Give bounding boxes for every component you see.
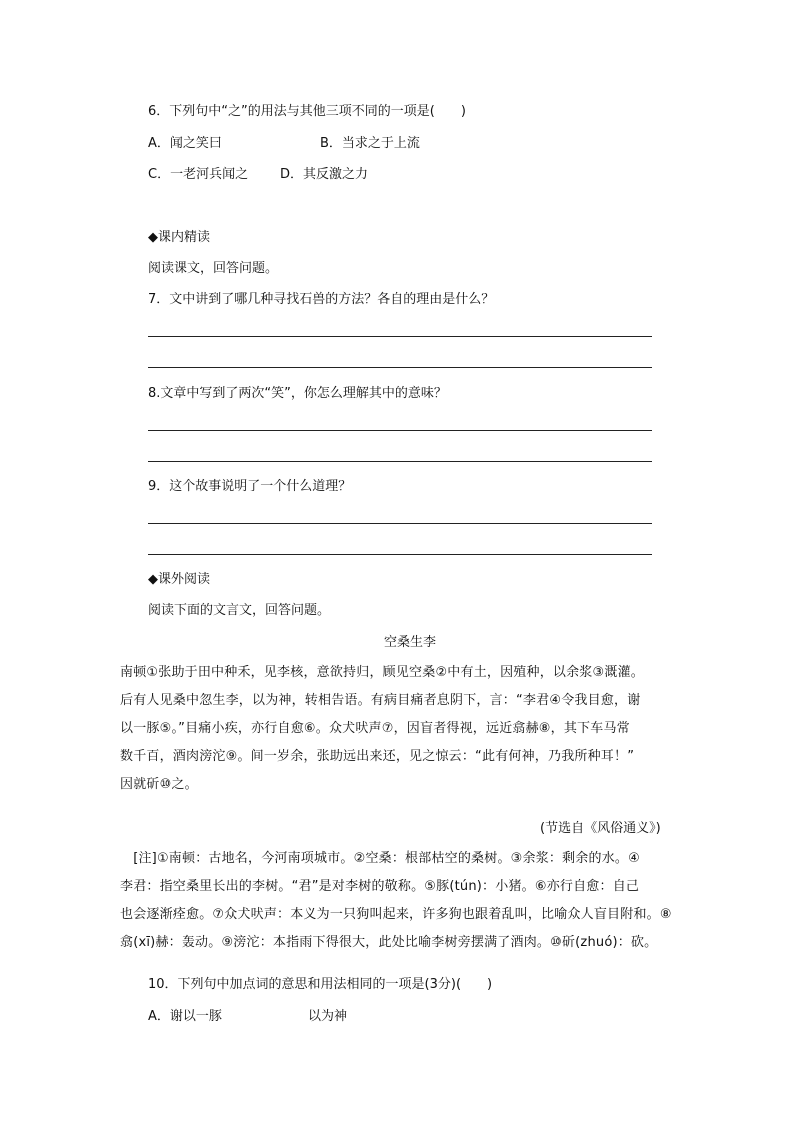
section-out-header: ◆课外阅读 xyxy=(148,572,210,587)
q8-stem: 8.文章中写到了两次“笑”，你怎么理解其中的意味？ xyxy=(148,386,447,401)
q6-option-a: A．闻之笑曰 xyxy=(148,136,222,151)
q9-answer-line-2 xyxy=(148,554,652,555)
note-line: 翕(xī)赫：轰动。⑨滂沱：本指雨下得很大，此处比喻李树旁摆满了酒肉。⑩斫(zhuó)：砍。 xyxy=(120,935,658,950)
note-line: [注]①南顿：古地名，今河南项城市。②空桑：根部枯空的桑树。③余浆：剩余的水。④ xyxy=(120,851,640,866)
passage-line: 以一豚⑤。”目痛小疾，亦行自愈⑥。众犬吠声⑦，因盲者得视，远近翕赫⑧，其下车马常 xyxy=(120,721,630,736)
q6-stem: 6．下列句中“之”的用法与其他三项不同的一项是( ) xyxy=(148,104,466,119)
q9-stem: 9．这个故事说明了一个什么道理？ xyxy=(148,479,352,494)
passage-body xyxy=(120,659,676,799)
q7-answer-line-2 xyxy=(148,367,652,368)
q10-option-a-left: A．谢以一豚 xyxy=(148,1009,222,1024)
passage-line: 数千百，酒肉滂沱⑨。间一岁余，张助远出来还，见之惊云：“此有何神，乃我所种耳！” xyxy=(120,749,635,764)
q9-answer-line-1 xyxy=(148,523,652,524)
notes-body xyxy=(120,845,676,957)
passage-title: 空桑生李 xyxy=(384,635,437,650)
q8-answer-line-1 xyxy=(148,430,652,431)
q8-answer-line-2 xyxy=(148,461,652,462)
note-line: 也会逐渐痊愈。⑦众犬吠声：本义为一只狗叫起来，许多狗也跟着乱叫，比喻众人盲目附和。⑧ xyxy=(120,907,672,922)
q7-answer-line-1 xyxy=(148,336,652,337)
passage-line: 南顿①张助于田中种禾，见李核，意欲持归，顾见空桑②中有土，因殖种，以余浆③溉灌。 xyxy=(120,665,644,680)
q6-option-b: B．当求之于上流 xyxy=(320,136,420,151)
section-out-instruction: 阅读下面的文言文，回答问题。 xyxy=(148,603,331,618)
passage-line: 因就斫⑩之。 xyxy=(120,777,198,792)
passage-line: 后有人见桑中忽生李，以为神，转相告语。有病目痛者息阴下，言：“李君④令我目愈，谢 xyxy=(120,693,641,708)
passage-source: (节选自《风俗通义》) xyxy=(540,821,661,836)
q10-stem: 10．下列句中加点词的意思和用法相同的一项是(3分)( ) xyxy=(148,977,493,992)
note-line: 李君：指空桑里长出的李树。“君”是对李树的敬称。⑤豚(tún)：小猪。⑥亦行自愈：自己 xyxy=(120,879,640,894)
section-in-header: ◆课内精读 xyxy=(148,230,210,245)
q6-option-c: C．一老河兵闻之 xyxy=(148,167,249,182)
q6-option-d: D．其反激之力 xyxy=(280,167,369,182)
q10-option-a-right: 以为神 xyxy=(308,1009,348,1024)
section-in-instruction: 阅读课文，回答问题。 xyxy=(148,261,279,276)
q7-stem: 7．文中讲到了哪几种寻找石兽的方法？各自的理由是什么？ xyxy=(148,292,495,307)
